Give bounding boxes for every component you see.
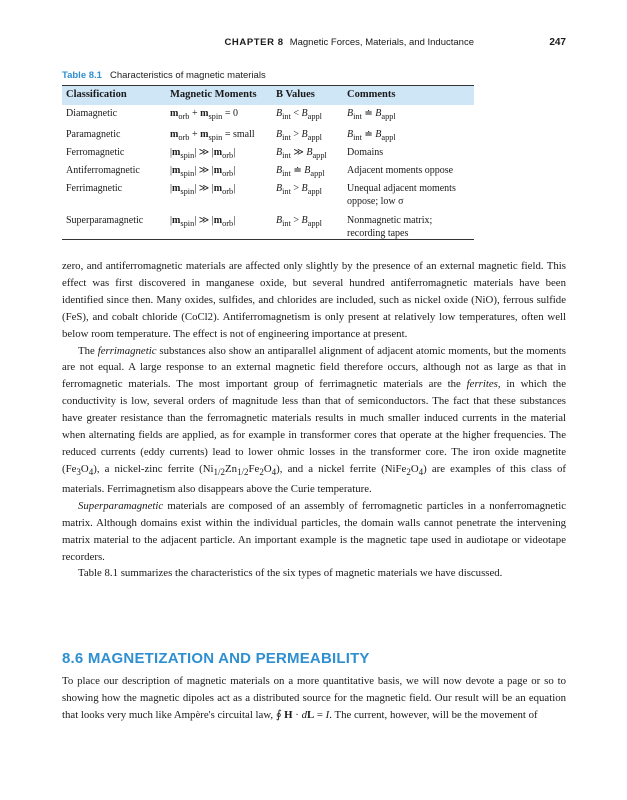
cell-comments: Adjacent moments oppose <box>347 165 454 176</box>
cell-moments: $|m_{spin}|$ ≫ $|m_{orb}|$ <box>170 147 236 160</box>
cell-classification: Ferromagnetic <box>66 147 125 158</box>
cell-classification: Superparamagnetic <box>66 215 144 226</box>
table-label: Table 8.1 <box>62 70 102 81</box>
cell-b-values: $B_{int} > B_{appl}$ <box>276 129 322 142</box>
cell-b-values: $B_{int}$ ≐ $B_{appl}$ <box>276 165 325 178</box>
cell-b-values: $B_{int} > B_{appl}$ <box>276 215 322 228</box>
table-header-row <box>62 86 474 105</box>
column-header: B Values <box>276 89 315 100</box>
paragraph: The ferrimagnetic substances also show an antiparallel alignment of adjacent atomic moments, but the moments are not equal. A large response to an external magnetic field therefore occurs, although not as large as that in ferromagnetic materials. The most important group of ferrimagnetic materials are the ferrites, in which the conductivity is low, several orders of magnitude less than that of semiconductors. The fact that these substances have greater resistance than the ferromagnetic materials results in much smaller induced currents in the material when alternating fields are applied, as for example in transformer cores that operate at the higher frequencies. The reduced currents (eddy currents) lead to lower ohmic losses in the transformer core. The iron oxide magnetite $(Fe_3O_4)$, a nickel-zinc ferrite $(Ni_{1/2}Zn_{1/2}Fe_2O_4)$, and a nickel ferrite $(NiFe_2O_4)$ are examples of this class of materials. Ferrimagnetism also disappears above the Curie temperature. <box>62 344 566 495</box>
cell-moments: $|m_{spin}|$ ≫ $|m_{orb}|$ <box>170 183 236 196</box>
page-header <box>62 36 566 52</box>
cell-comments: $B_{int}$ ≐ $B_{appl}$ <box>347 108 396 121</box>
page-number: 247 <box>549 37 566 48</box>
magnetic-materials-table <box>62 85 474 240</box>
cell-classification: Antiferromagnetic <box>66 165 140 176</box>
chapter-label: CHAPTER 8 <box>224 37 284 48</box>
column-header: Classification <box>66 89 127 100</box>
cell-b-values: $B_{int} > B_{appl}$ <box>276 183 322 196</box>
column-header: Magnetic Moments <box>170 89 257 100</box>
cell-classification: Paramagnetic <box>66 129 121 140</box>
cell-moments: $|m_{spin}|$ ≫ $|m_{orb}|$ <box>170 165 236 178</box>
cell-b-values: $B_{int}$ ≫ $B_{appl}$ <box>276 147 327 160</box>
table-caption <box>62 70 266 81</box>
section-heading: 8.6 MAGNETIZATION AND PERMEABILITY <box>62 650 370 667</box>
chapter-title: Magnetic Forces, Materials, and Inductance <box>289 37 474 48</box>
cell-comments: $B_{int}$ ≐ $B_{appl}$ <box>347 129 396 142</box>
column-header: Comments <box>347 89 396 100</box>
cell-b-values: $B_{int} < B_{appl}$ <box>276 108 322 121</box>
paragraph: zero, and antiferromagnetic materials are affected only slightly by the presence of an external magnetic field. This effect was first discovered in manganese oxide, but several hundred antiferromagnetic materials have been identified since then. Many oxides, sulfides, and chlorides are included, such as nickel oxide (NiO), ferrous sulfide (FeS), and cobalt chloride (CoCl2). Antiferromagnetism is only present at relatively low temperatures, often well below room temperature. The effect is not of engineering importance at present. <box>62 260 566 340</box>
cell-moments: $m_{orb} + m_{spin} = 0$ <box>170 108 238 121</box>
body-text <box>62 258 566 582</box>
table-caption-text: Characteristics of magnetic materials <box>109 70 266 81</box>
running-head <box>224 37 474 48</box>
cell-classification: Diamagnetic <box>66 108 118 119</box>
cell-moments: $|m_{spin}|$ ≫ $|m_{orb}|$ <box>170 215 236 228</box>
paragraph: Superparamagnetic materials are composed of an assembly of ferromagnetic particles in a nonferromagnetic matrix. Although domains exist within the individual particles, the domain walls cannot penetrate the intervening matrix material to the adjacent particle. An important example is the magnetic tape used in audiotape or videotape recorders. <box>62 499 566 563</box>
cell-classification: Ferrimagnetic <box>66 183 123 194</box>
cell-comments: Unequal adjacent moments oppose; low σ <box>347 183 456 207</box>
body-text-2 <box>62 673 566 724</box>
cell-comments: Domains <box>347 147 384 158</box>
paragraph: To place our description of magnetic materials on a more quantitative basis, we will now devote a page or so to showing how the magnetic dipoles act as a distributed source for the magnetic field. Our result will be an equation that looks very much like Ampère's circuital law, ∮ H · dL = I. The current, however, will be the movement of <box>62 675 566 721</box>
paragraph: Table 8.1 summarizes the characteristics of the six types of magnetic materials we have discussed. <box>78 567 503 580</box>
cell-moments: $m_{orb} + m_{spin}$ = small <box>170 129 255 142</box>
cell-comments: Nonmagnetic matrix; recording tapes <box>347 215 433 239</box>
